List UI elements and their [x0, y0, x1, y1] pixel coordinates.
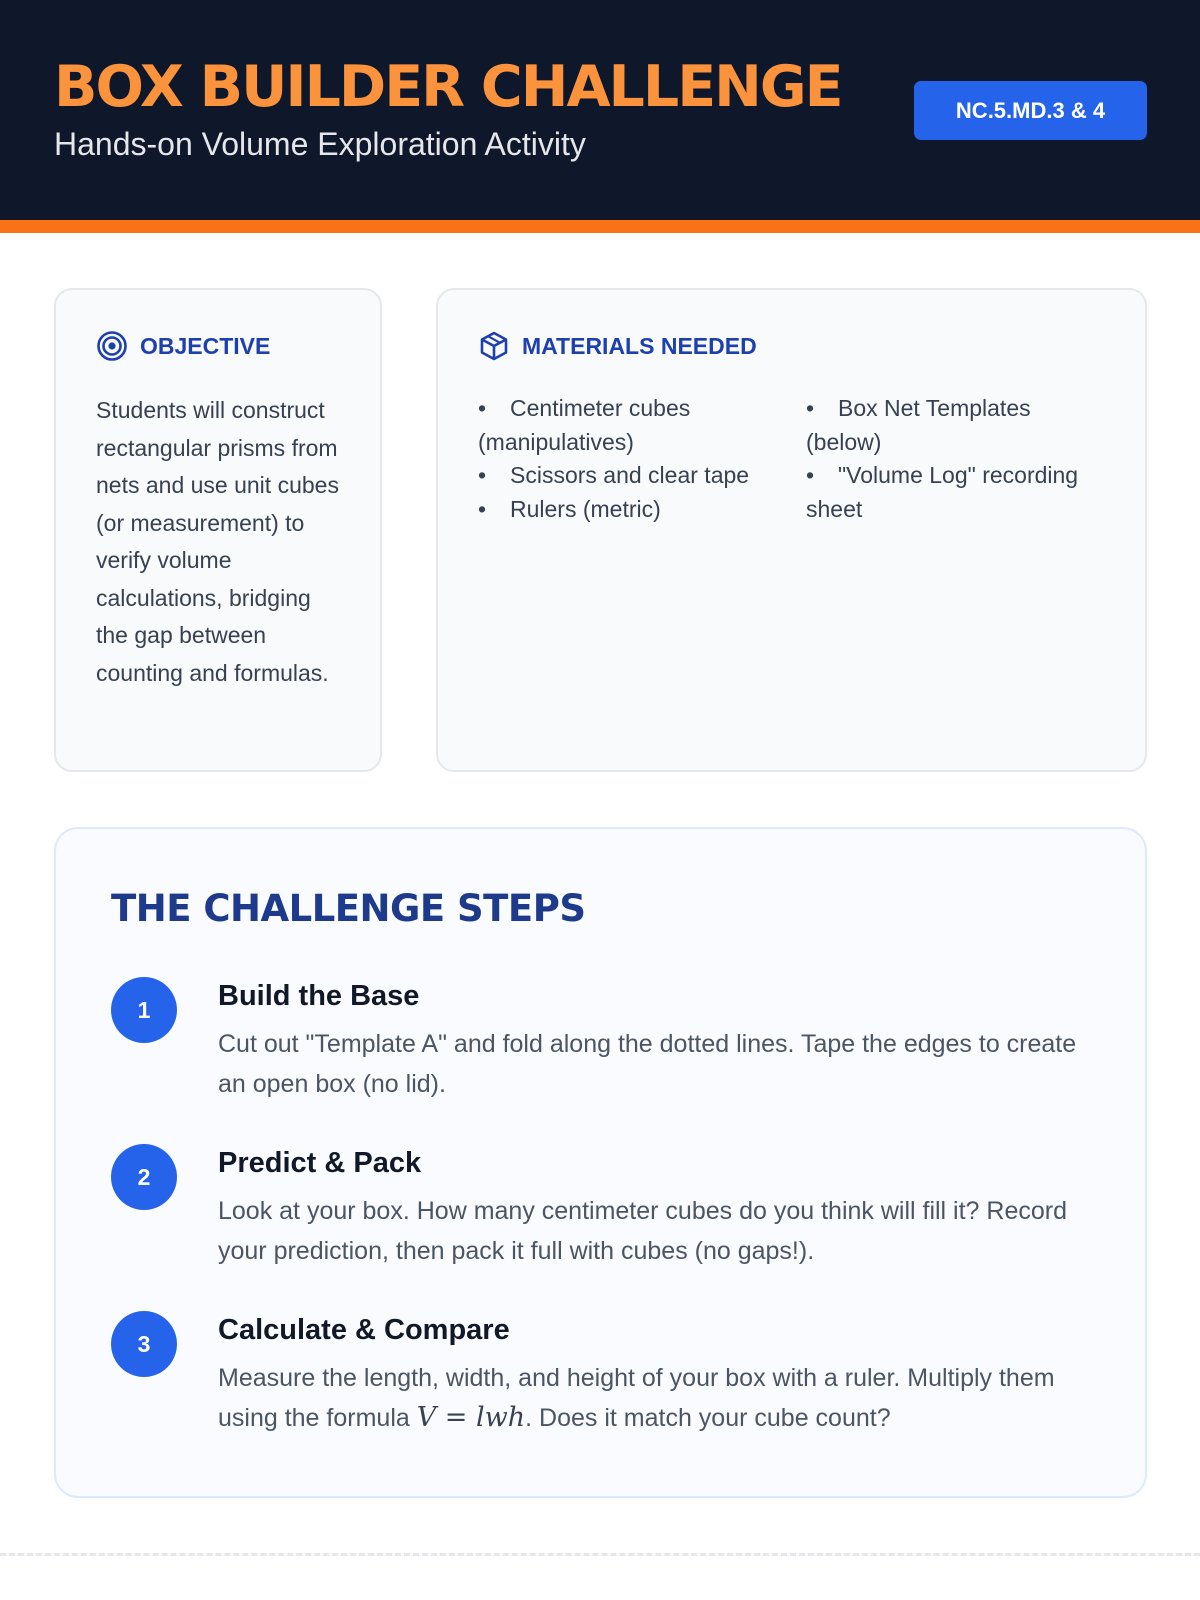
step-number-badge: 3: [111, 1311, 177, 1377]
materials-list-right: [806, 392, 1106, 526]
step-description: [218, 1358, 1098, 1438]
objective-heading-label: OBJECTIVE: [140, 332, 271, 359]
list-item: • Box Net Templates (below): [806, 392, 1106, 459]
objective-card: [54, 288, 382, 772]
step-number-badge: 1: [111, 977, 177, 1043]
step-description: Look at your box. How many centimeter cubes do you think will fill it? Record your prediction, then pack it full with cubes (no gaps!).: [218, 1197, 1067, 1265]
step-description-text: Measure the length, width, and height of your box with a ruler. Multiply them using the formula: [218, 1364, 1055, 1432]
standard-badge: NC.5.MD.3 & 4: [914, 81, 1147, 140]
step-number-badge: 2: [111, 1144, 177, 1210]
objective-text: Students will construct rectangular prisms from nets and use unit cubes (or measurement) to verify volume calculations, bridging the gap between counting and formulas.: [96, 397, 339, 686]
volume-formula: V = lwh: [416, 1402, 526, 1433]
step-description-text: . Does it match your cube count?: [525, 1404, 891, 1432]
step-description: Cut out "Template A" and fold along the dotted lines. Tape the edges to create an open box (no lid).: [218, 1030, 1077, 1098]
materials-list-left: [478, 392, 768, 526]
steps-title: THE CHALLENGE STEPS: [111, 887, 586, 930]
list-item: • Centimeter cubes (manipulatives): [478, 392, 768, 459]
list-item: • "Volume Log" recording sheet: [806, 459, 1106, 526]
materials-heading-label: MATERIALS NEEDED: [522, 332, 757, 359]
step-title: Predict & Pack: [218, 1147, 422, 1179]
step-title: Build the Base: [218, 980, 420, 1012]
cube-icon: [478, 330, 510, 362]
page-title: BOX BUILDER CHALLENGE: [54, 54, 842, 120]
page-header: [0, 0, 1200, 233]
page-subtitle: Hands-on Volume Exploration Activity: [54, 126, 586, 162]
materials-card: [436, 288, 1147, 772]
step-title: Calculate & Compare: [218, 1314, 510, 1346]
list-item: • Scissors and clear tape: [478, 459, 768, 493]
list-item: • Rulers (metric): [478, 493, 768, 527]
target-icon: [96, 330, 128, 362]
materials-heading: [478, 330, 757, 362]
objective-heading: [96, 330, 270, 362]
challenge-steps-card: [54, 827, 1147, 1498]
cut-line-divider: [0, 1553, 1200, 1556]
